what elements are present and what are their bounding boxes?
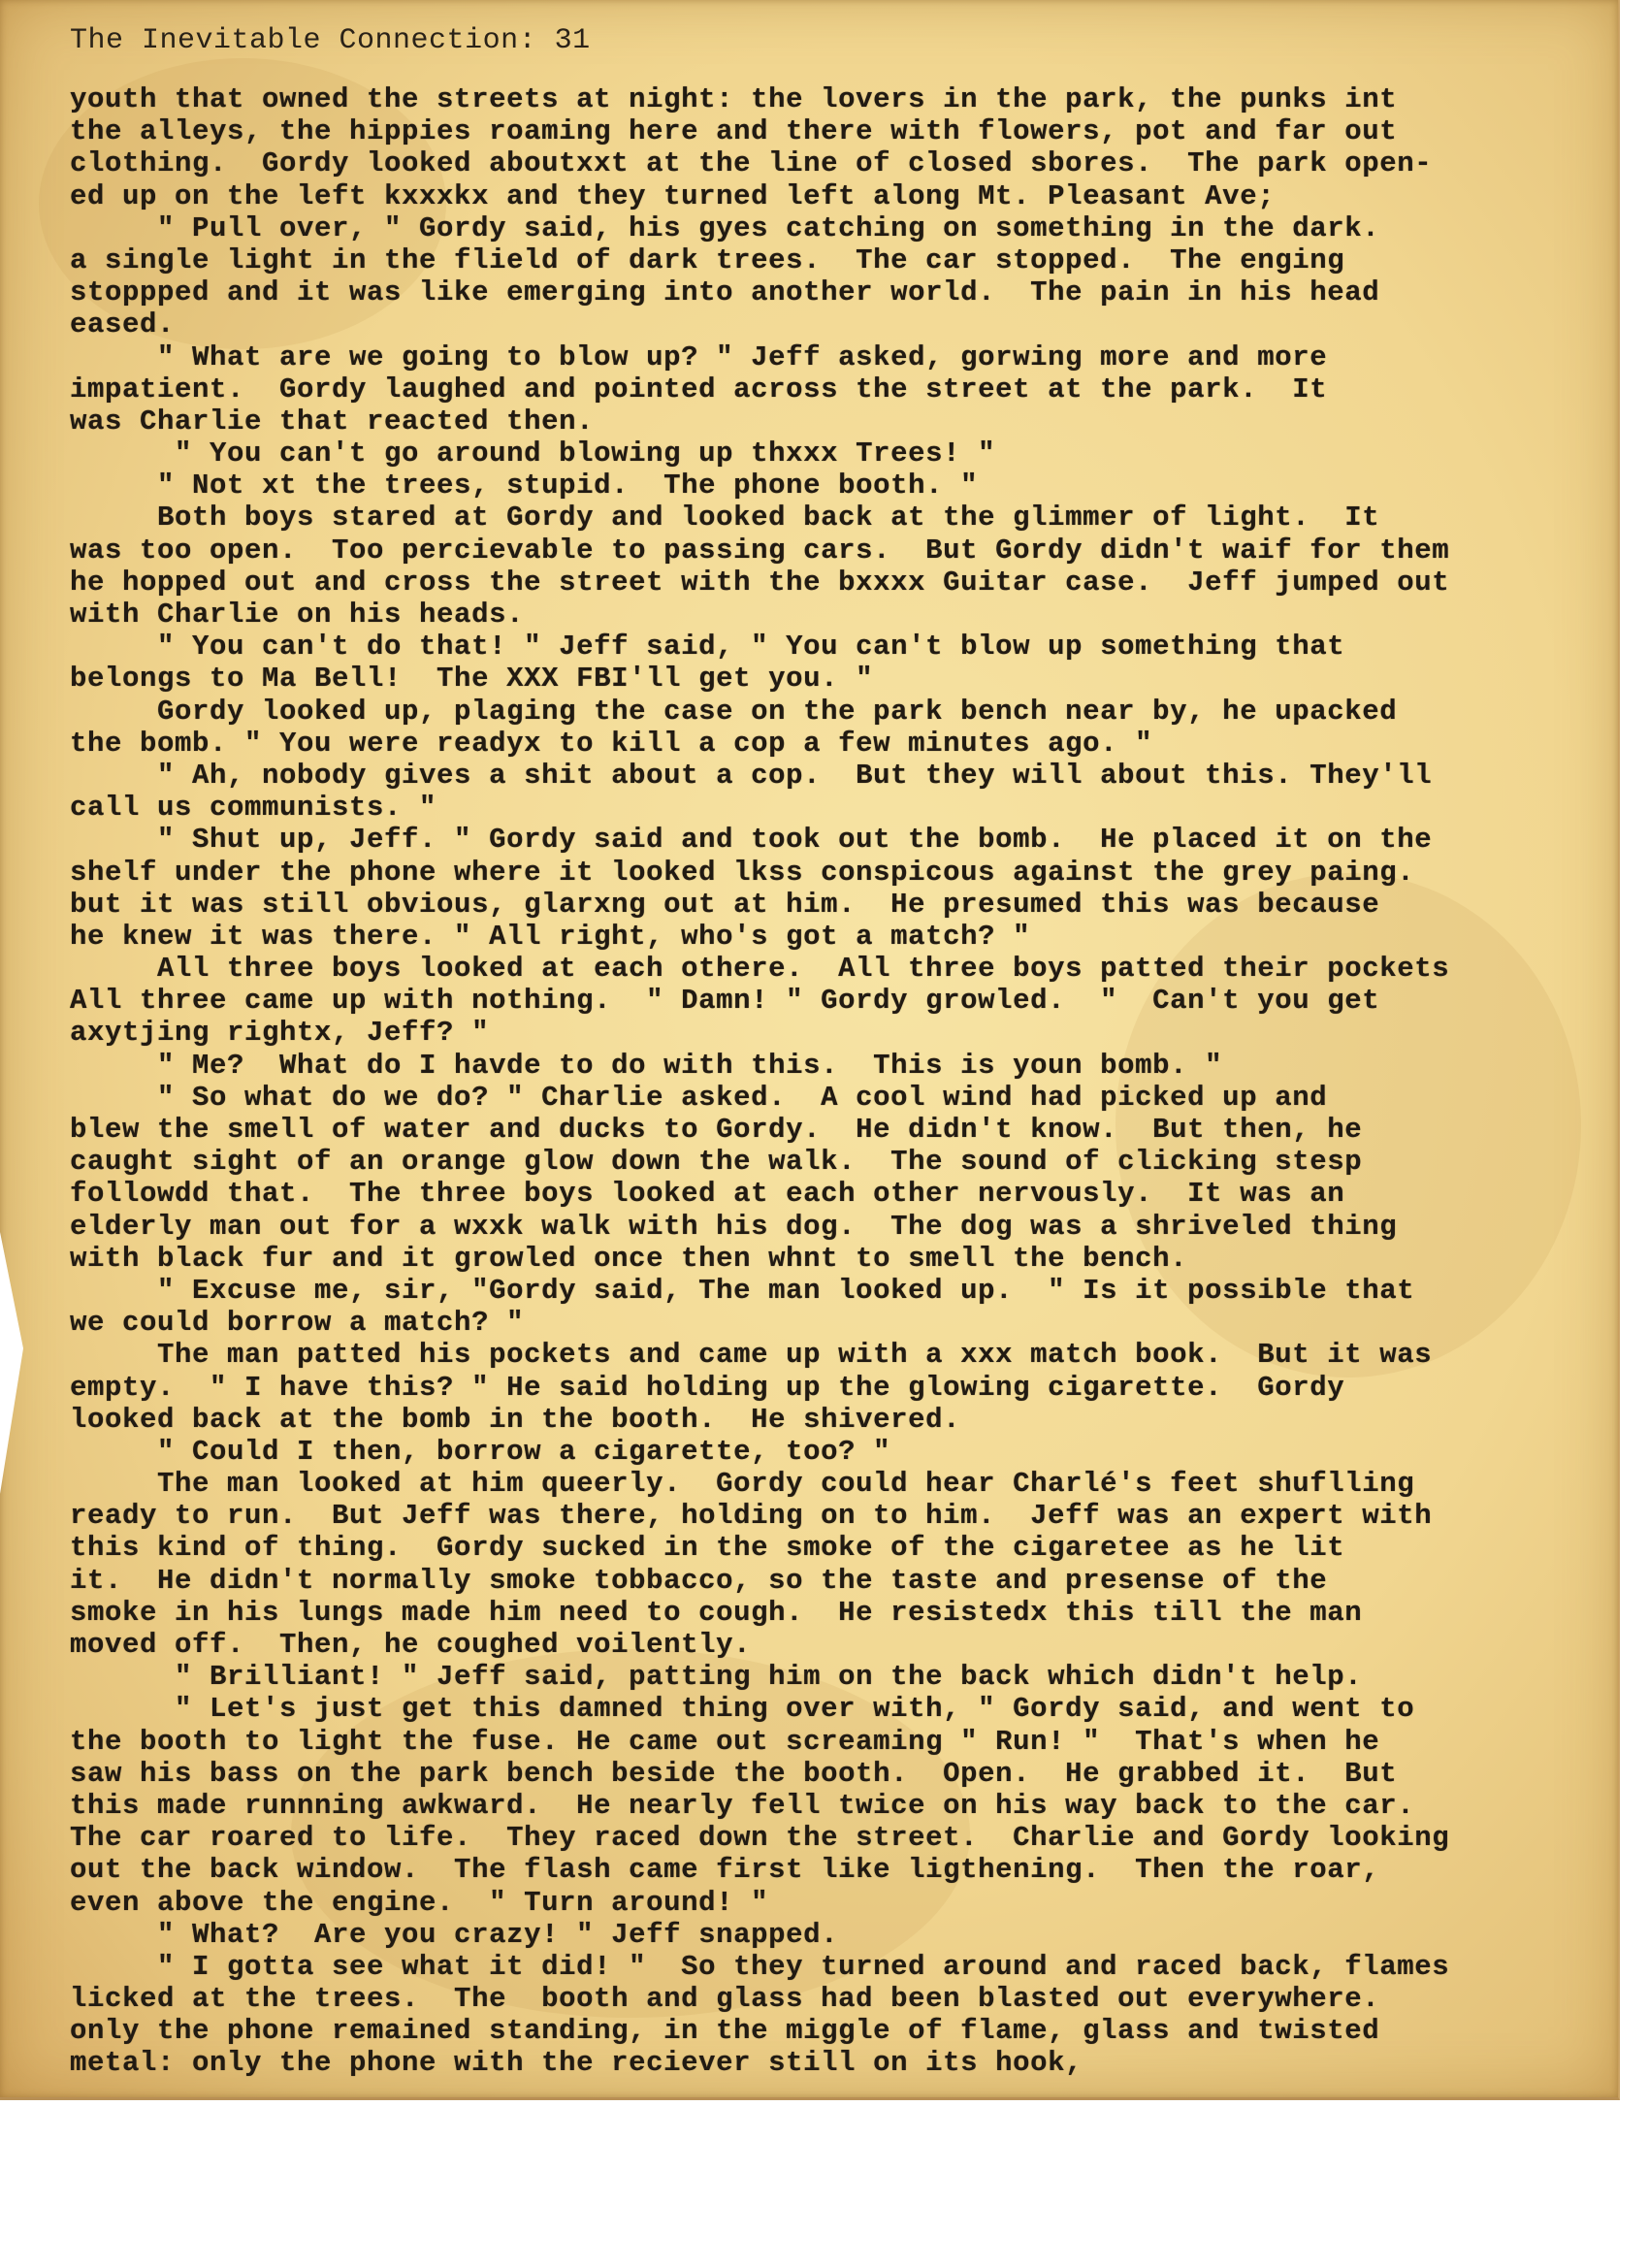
page-header: The Inevitable Connection: 31 <box>70 24 591 57</box>
text-line: elderly man out for a wxxk walk with his dog. The dog was a shriveled thing <box>70 1210 1398 1243</box>
text-line: " So what do we do? " Charlie asked. A cool wind had picked up and <box>70 1081 1328 1114</box>
torn-edge <box>0 1232 23 1494</box>
text-line: even above the engine. " Turn around! " <box>70 1886 769 1919</box>
text-line: with Charlie on his heads. <box>70 599 525 631</box>
text-line: The car roared to life. They raced down the street. Charlie and Gordy looking <box>70 1822 1450 1855</box>
text-line: " Let's just get this damned thing over with, " Gordy said, and went to <box>70 1693 1415 1726</box>
text-line: " You can't do that! " Jeff said, " You can't blow up something that <box>70 631 1345 664</box>
text-line: with black fur and it growled once then whnt to smell the bench. <box>70 1242 1188 1275</box>
text-line: was Charlie that reacted then. <box>70 405 595 437</box>
text-line: clothing. Gordy looked aboutxxt at the line of closed sbores. The park open- <box>70 147 1433 180</box>
text-line: was too open. Too percievable to passing cars. But Gordy didn't waif for them <box>70 534 1450 567</box>
text-line: he hopped out and cross the street with the bxxxx Guitar case. Jeff jumped out <box>70 566 1450 599</box>
text-line: blew the smell of water and ducks to Gordy. He didn't know. But then, he <box>70 1114 1363 1146</box>
text-line: empty. " I have this? " He said holding up the glowing cigarette. Gordy <box>70 1371 1345 1404</box>
text-line: " Brilliant! " Jeff said, patting him on the back which didn't help. <box>70 1661 1363 1694</box>
text-line: the alleys, the hippies roaming here and there with flowers, pot and far out <box>70 115 1398 148</box>
text-line: ready to run. But Jeff was there, holding on to him. Jeff was an expert with <box>70 1500 1433 1533</box>
text-line: youth that owned the streets at night: the lovers in the park, the punks int <box>70 83 1398 115</box>
text-line: metal: only the phone with the reciever still on its hook, <box>70 2047 1083 2080</box>
text-line: eased. <box>70 308 176 341</box>
text-line: Gordy looked up, plaging the case on the park bench near by, he upacked <box>70 695 1398 728</box>
text-line: the booth to light the fuse. He came out screaming " Run! " That's when he <box>70 1725 1380 1758</box>
text-line: " What are we going to blow up? " Jeff asked, gorwing more and more <box>70 340 1328 373</box>
text-line: a single light in the flield of dark trees. The car stopped. The enging <box>70 243 1345 276</box>
text-line: " I gotta see what it did! " So they turned around and raced back, flames <box>70 1950 1450 1983</box>
text-line: we could borrow a match? " <box>70 1307 525 1340</box>
text-line: he knew it was there. " All right, who's got a match? " <box>70 920 1031 953</box>
text-line: All three came up with nothing. " Damn! " Gordy growled. " Can't you get <box>70 985 1380 1018</box>
text-line: licked at the trees. The booth and glass had been blasted out everywhere. <box>70 1983 1380 2016</box>
text-line: " Me? What do I havde to do with this. This is youn bomb. " <box>70 1049 1223 1082</box>
text-line: All three boys looked at each othere. All three boys patted their pockets <box>70 953 1450 986</box>
text-line: saw his bass on the park bench beside the booth. Open. He grabbed it. But <box>70 1757 1398 1790</box>
text-line: " What? Are you crazy! " Jeff snapped. <box>70 1918 839 1951</box>
text-line: stoppped and it was like emerging into another world. The pain in his head <box>70 276 1380 309</box>
text-line: " Shut up, Jeff. " Gordy said and took out the bomb. He placed it on the <box>70 824 1433 857</box>
text-line: " Pull over, " Gordy said, his gyes catching on something in the dark. <box>70 211 1380 244</box>
text-line: followdd that. The three boys looked at each other nervously. It was an <box>70 1178 1345 1211</box>
text-line: " Could I then, borrow a cigarette, too? " <box>70 1435 891 1468</box>
text-line: shelf under the phone where it looked lkss conspicous against the grey paing. <box>70 856 1415 889</box>
text-line: Both boys stared at Gordy and looked back at the glimmer of light. It <box>70 502 1380 535</box>
text-line: call us communists. " <box>70 792 437 825</box>
text-line: caught sight of an orange glow down the walk. The sound of clicking stesp <box>70 1146 1363 1179</box>
text-line: looked back at the bomb in the booth. He shivered. <box>70 1403 961 1436</box>
text-line: moved off. Then, he coughed voilently. <box>70 1629 752 1661</box>
manuscript-body <box>70 83 1622 2080</box>
text-line: only the phone remained standing, in the miggle of flame, glass and twisted <box>70 2015 1380 2048</box>
text-line: The man looked at him queerly. Gordy could hear Charlé's feet shuflling <box>70 1468 1415 1501</box>
text-line: belongs to Ma Bell! The XXX FBI'll get you. " <box>70 663 874 696</box>
text-line: it. He didn't normally smoke tobbacco, so the taste and presense of the <box>70 1564 1328 1597</box>
text-line: " Excuse me, sir, "Gordy said, The man looked up. " Is it possible that <box>70 1274 1415 1307</box>
text-line: axytjing rightx, Jeff? " <box>70 1017 490 1050</box>
text-line: The man patted his pockets and came up with a xxx match book. But it was <box>70 1339 1433 1372</box>
text-line: this made runnning awkward. He nearly fell twice on his way back to the car. <box>70 1789 1415 1822</box>
text-line: " Ah, nobody gives a shit about a cop. But they will about this. They'll <box>70 759 1433 792</box>
text-line: out the back window. The flash came first like ligthening. Then the roar, <box>70 1854 1380 1887</box>
text-line: but it was still obvious, glarxng out at him. He presumed this was because <box>70 888 1380 921</box>
text-line: ed up on the left kxxxkx and they turned left along Mt. Pleasant Ave; <box>70 179 1276 212</box>
text-line: this kind of thing. Gordy sucked in the smoke of the cigaretee as he lit <box>70 1532 1345 1565</box>
text-line: impatient. Gordy laughed and pointed across the street at the park. It <box>70 373 1328 405</box>
text-line: " Not xt the trees, stupid. The phone booth. " <box>70 470 979 502</box>
text-line: the bomb. " You were readyx to kill a cop a few minutes ago. " <box>70 727 1153 760</box>
text-line: smoke in his lungs made him need to cough. He resistedx this till the man <box>70 1596 1363 1629</box>
text-line: " You can't go around blowing up thxxx Trees! " <box>70 437 996 470</box>
